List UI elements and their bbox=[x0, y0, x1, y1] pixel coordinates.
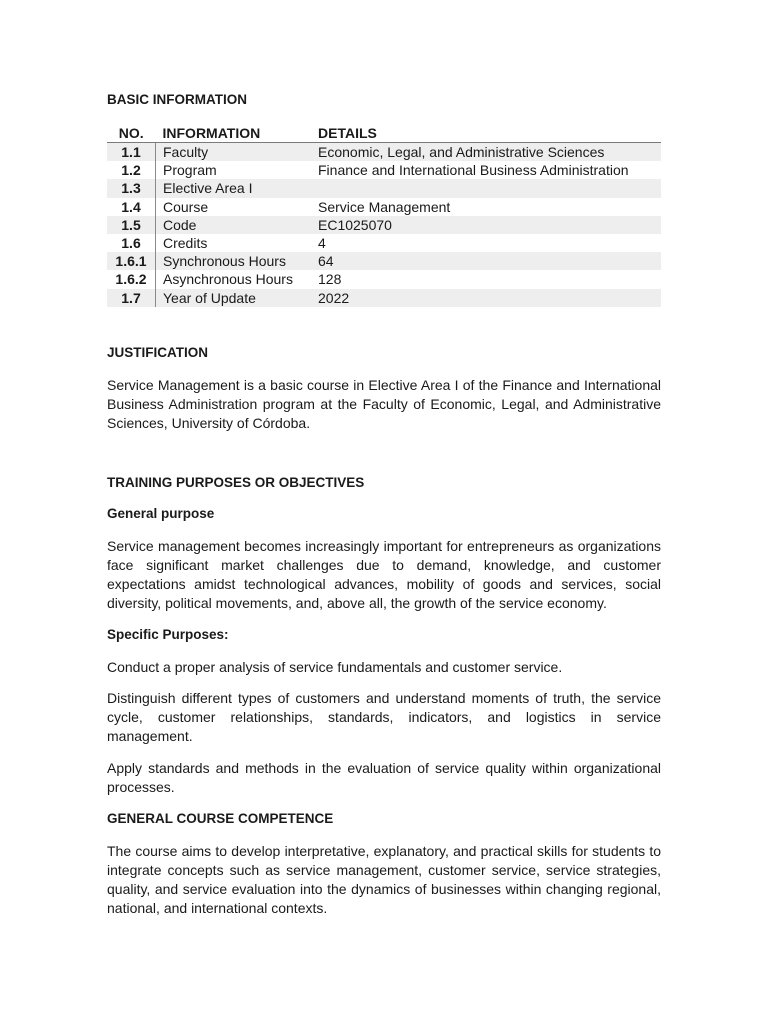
row-number: 1.6 bbox=[121, 235, 141, 252]
table-row bbox=[107, 143, 661, 162]
row-details bbox=[318, 179, 661, 197]
row-information: Asynchronous Hours bbox=[156, 270, 319, 288]
row-information: Program bbox=[156, 161, 319, 179]
basic-information-table bbox=[107, 124, 661, 307]
row-information: Course bbox=[156, 198, 319, 216]
row-number: 1.4 bbox=[121, 198, 141, 215]
row-details: 64 bbox=[318, 252, 661, 270]
justification-heading: JUSTIFICATION bbox=[107, 344, 208, 360]
row-information: Credits bbox=[156, 234, 319, 252]
row-number: 1.2 bbox=[121, 162, 141, 179]
row-information: Elective Area I bbox=[156, 179, 319, 197]
row-number: 1.6.1 bbox=[107, 252, 156, 270]
row-details: Finance and International Business Administration bbox=[318, 162, 629, 179]
row-number: 1.1 bbox=[107, 143, 156, 162]
table-row bbox=[107, 270, 661, 288]
basic-information-heading: BASIC INFORMATION bbox=[107, 92, 247, 107]
table-row bbox=[107, 252, 661, 270]
justification-text: Service Management is a basic course in Elective Area I of the Finance and International Business Administration program at the Faculty of Economic, Legal, and Administrative Sciences, University of Córdoba. bbox=[107, 376, 661, 431]
table-header-row bbox=[107, 124, 661, 143]
document-content bbox=[107, 92, 661, 918]
row-details: 2022 bbox=[318, 289, 661, 307]
specific-purpose-item: Conduct a proper analysis of service fundamentals and customer service. bbox=[107, 658, 563, 675]
row-information: Code bbox=[156, 216, 319, 234]
row-information: Synchronous Hours bbox=[156, 252, 319, 270]
row-information: Faculty bbox=[156, 143, 319, 162]
general-competence-heading: GENERAL COURSE COMPETENCE bbox=[107, 810, 334, 826]
row-details: 4 bbox=[318, 235, 326, 252]
specific-purposes-heading: Specific Purposes: bbox=[107, 626, 229, 642]
table-row bbox=[107, 289, 661, 307]
row-details: 128 bbox=[318, 271, 342, 288]
header-information: INFORMATION bbox=[156, 124, 319, 143]
general-purpose-heading: General purpose bbox=[107, 505, 215, 521]
row-number: 1.6.2 bbox=[115, 271, 147, 288]
general-purpose-text: Service management becomes increasingly important for entrepreneurs as organizations face significant market challenges due to demand, knowledge, and customer expectations amidst technological advances, mobility of goods and services, social diversity, political movements, and, above all, the growth of the service economy. bbox=[107, 537, 661, 611]
row-details: EC1025070 bbox=[318, 216, 661, 234]
training-purposes-heading: TRAINING PURPOSES OR OBJECTIVES bbox=[107, 474, 365, 490]
header-no: NO. bbox=[107, 124, 156, 143]
header-details: DETAILS bbox=[318, 124, 661, 143]
table-row bbox=[107, 179, 661, 197]
row-details: Service Management bbox=[318, 198, 451, 215]
table-row bbox=[107, 234, 661, 252]
row-details: Economic, Legal, and Administrative Sciences bbox=[318, 143, 661, 162]
specific-purpose-item: Apply standards and methods in the evaluation of service quality within organizational processes. bbox=[107, 759, 661, 795]
table-row bbox=[107, 198, 661, 216]
table-row bbox=[107, 216, 661, 234]
row-information: Year of Update bbox=[156, 289, 319, 307]
specific-purpose-item: Distinguish different types of customers and understand moments of truth, the service cycle, customer relationships, standards, indicators, and logistics in service management. bbox=[107, 689, 661, 744]
row-number: 1.7 bbox=[107, 289, 156, 307]
row-number: 1.3 bbox=[107, 179, 156, 197]
row-number: 1.5 bbox=[107, 216, 156, 234]
table-row bbox=[107, 161, 661, 179]
general-competence-text: The course aims to develop interpretative, explanatory, and practical skills for students to integrate concepts such as service management, customer service, service strategies, quality, and service evaluation into the dynamics of businesses within changing regional, national, and international contexts. bbox=[107, 842, 661, 916]
